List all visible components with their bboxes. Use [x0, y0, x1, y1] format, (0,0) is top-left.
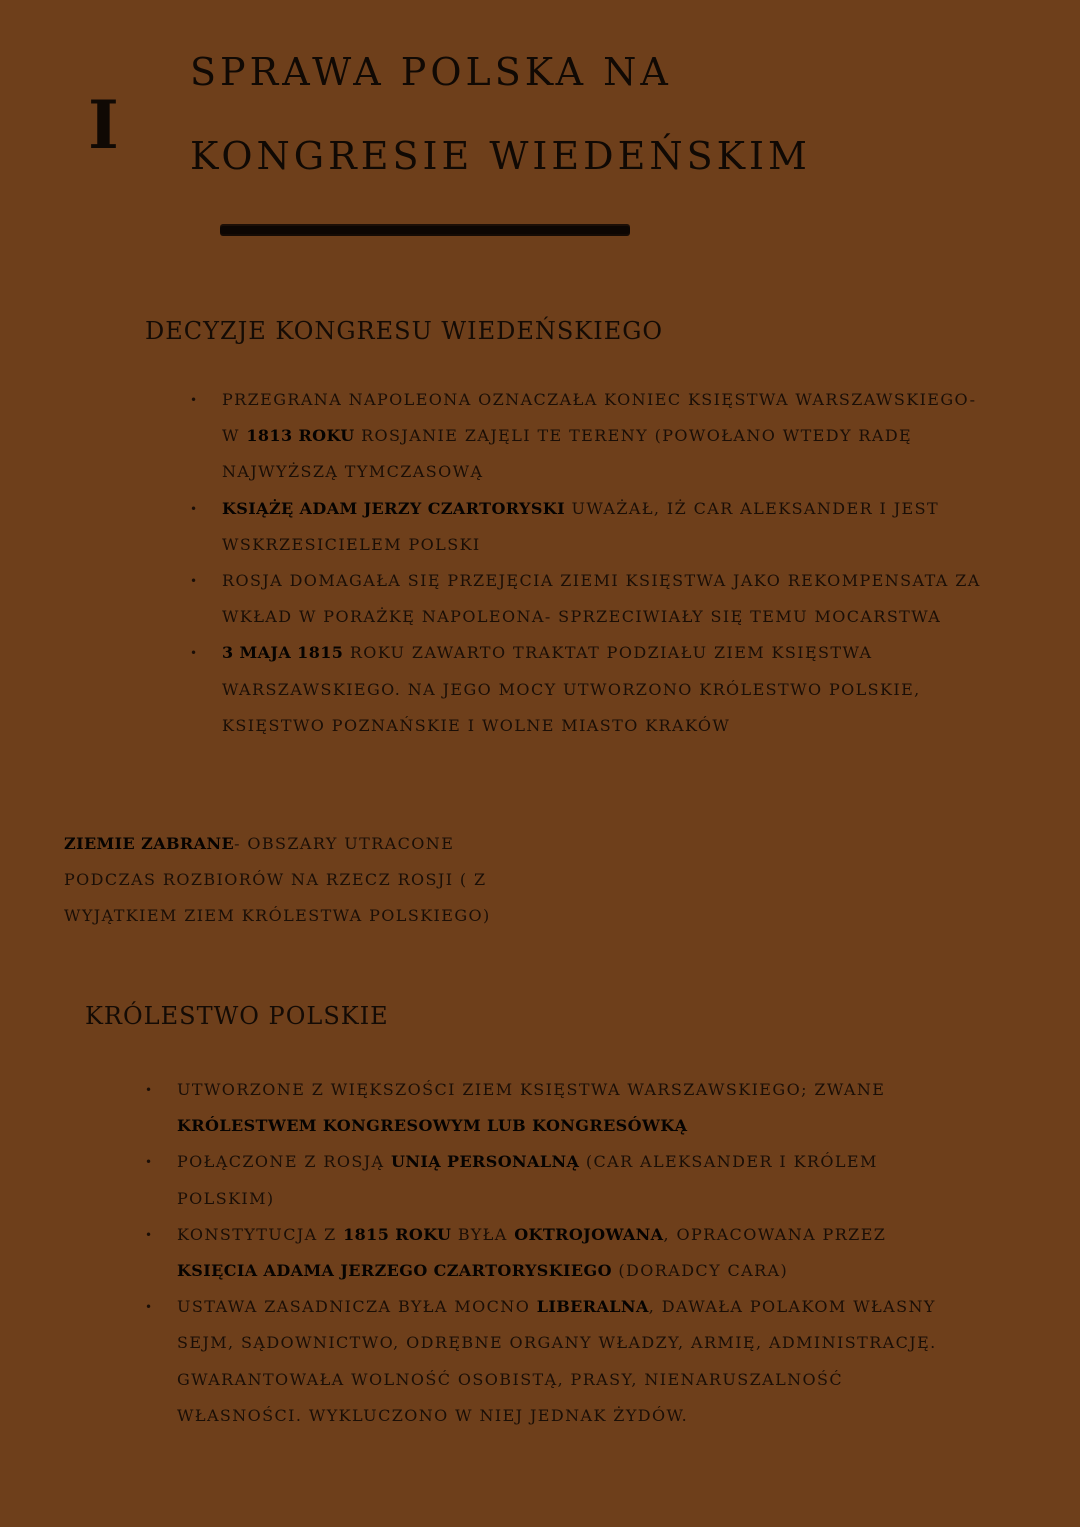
page-title-line-1: SPRAWA POLSKA NA: [190, 50, 672, 94]
item-text: , OPRACOWANA PRZEZ: [663, 1224, 887, 1244]
item-bold-text: KRÓLESTWEM KONGRESOWYM LUB KONGRESÓWKĄ: [177, 1116, 688, 1136]
item-text: ROSJANIE ZAJĘLI TE TERENY (POWOŁANO WTEDY RADĘ NAJWYŻSZĄ TYMCZASOWĄ: [222, 426, 913, 482]
side-note-ziemie-zabrane: [64, 826, 504, 935]
item-text: UWAŻAŁ, IŻ CAR ALEKSANDER I JEST WSKRZESICIELEM POLSKI: [222, 498, 940, 554]
decisions-bullet-list: [190, 382, 990, 744]
section-heading-decisions: DECYZJE KONGRESU WIEDEŃSKIEGO: [145, 317, 664, 345]
page-title-line-2: KONGRESIE WIEDEŃSKIM: [190, 134, 811, 178]
side-note-term: ZIEMIE ZABRANE: [64, 834, 235, 853]
item-text: ROKU ZAWARTO TRAKTAT PODZIAŁU ZIEM KSIĘSTWA WARSZAWSKIEGO. NA JEGO MOCY UTWORZONO KRÓLESTWO POLSKIE, KSIĘSTWO POZNAŃSKIE I WOLNE MIASTO KRAKÓW: [222, 643, 921, 735]
list-item: [190, 563, 990, 635]
item-bold-text: LIBERALNA: [536, 1297, 649, 1317]
item-bold-text: KSIĘCIA ADAMA JERZEGO CZARTORYSKIEGO: [177, 1261, 612, 1281]
side-note-definition: - OBSZARY UTRACONE PODCZAS ROZBIORÓW NA RZECZ ROSJI ( Z WYJĄTKIEM ZIEM KRÓLESTWA POLSKIEGO): [64, 834, 491, 926]
list-item: [145, 1289, 945, 1434]
item-bold-text: KSIĄŻĘ ADAM JERZY CZARTORYSKI: [222, 498, 565, 518]
item-text: (DORADCY CARA): [611, 1261, 789, 1281]
item-bold-text: 1813 ROKU: [246, 426, 355, 446]
list-item: [145, 1144, 945, 1216]
item-text: , DAWAŁA POLAKOM WŁASNY SEJM, SĄDOWNICTWO, ODRĘBNE ORGANY WŁADZY, ARMIĘ, ADMINISTRACJĘ. GWARANTOWAŁA WOLNOŚĆ OSOBISTĄ, PRASY, NIENARUSZALNOŚĆ WŁASNOŚCI. WYKLUCZONO W NIEJ JEDNAK ŻYDÓW.: [177, 1297, 937, 1425]
bullet-icon: •: [145, 1300, 154, 1315]
list-item: [190, 382, 990, 491]
list-item: [190, 491, 990, 563]
list-item: [190, 635, 990, 744]
item-bold-text: UNIĄ PERSONALNĄ: [390, 1152, 580, 1172]
item-bold-text: 3 MAJA 1815: [222, 643, 344, 663]
item-text: PRZEGRANA NAPOLEONA OZNACZAŁA KONIEC KSIĘSTWA WARSZAWSKIEGO- W: [222, 390, 977, 446]
chapter-number: I: [88, 86, 119, 164]
item-text: UTWORZONE Z WIĘKSZOŚCI ZIEM KSIĘSTWA WARSZAWSKIEGO; ZWANE: [177, 1080, 886, 1099]
bullet-icon: •: [145, 1083, 154, 1097]
bullet-icon: •: [145, 1227, 154, 1242]
kingdom-bullet-list: [145, 1072, 945, 1434]
item-text: ROSJA DOMAGAŁA SIĘ PRZEJĘCIA ZIEMI KSIĘSTWA JAKO REKOMPENSATA ZA WKŁAD W PORAŻKĘ NAPOLEONA- SPRZECIWIAŁY SIĘ TEMU MOCARSTWA: [222, 571, 981, 627]
item-text: KONSTYTUCJA Z: [177, 1224, 344, 1244]
bullet-icon: •: [190, 646, 199, 661]
bullet-icon: •: [145, 1155, 154, 1170]
item-text: USTAWA ZASADNICZA BYŁA MOCNO: [177, 1297, 537, 1317]
item-text: POŁĄCZONE Z ROSJĄ: [177, 1152, 391, 1172]
item-text: BYŁA: [451, 1224, 515, 1244]
item-bold-text: 1815 ROKU: [343, 1224, 452, 1244]
title-divider: [220, 226, 630, 234]
bullet-icon: •: [190, 501, 199, 516]
list-item: [145, 1217, 945, 1289]
bullet-icon: •: [190, 574, 199, 589]
list-item: [145, 1072, 945, 1144]
bullet-icon: •: [190, 393, 199, 407]
item-bold-text: OKTROJOWANA: [514, 1224, 664, 1244]
item-text: (CAR ALEKSANDER I KRÓLEM POLSKIM): [177, 1152, 878, 1208]
section-heading-kingdom: KRÓLESTWO POLSKIE: [85, 1002, 389, 1030]
